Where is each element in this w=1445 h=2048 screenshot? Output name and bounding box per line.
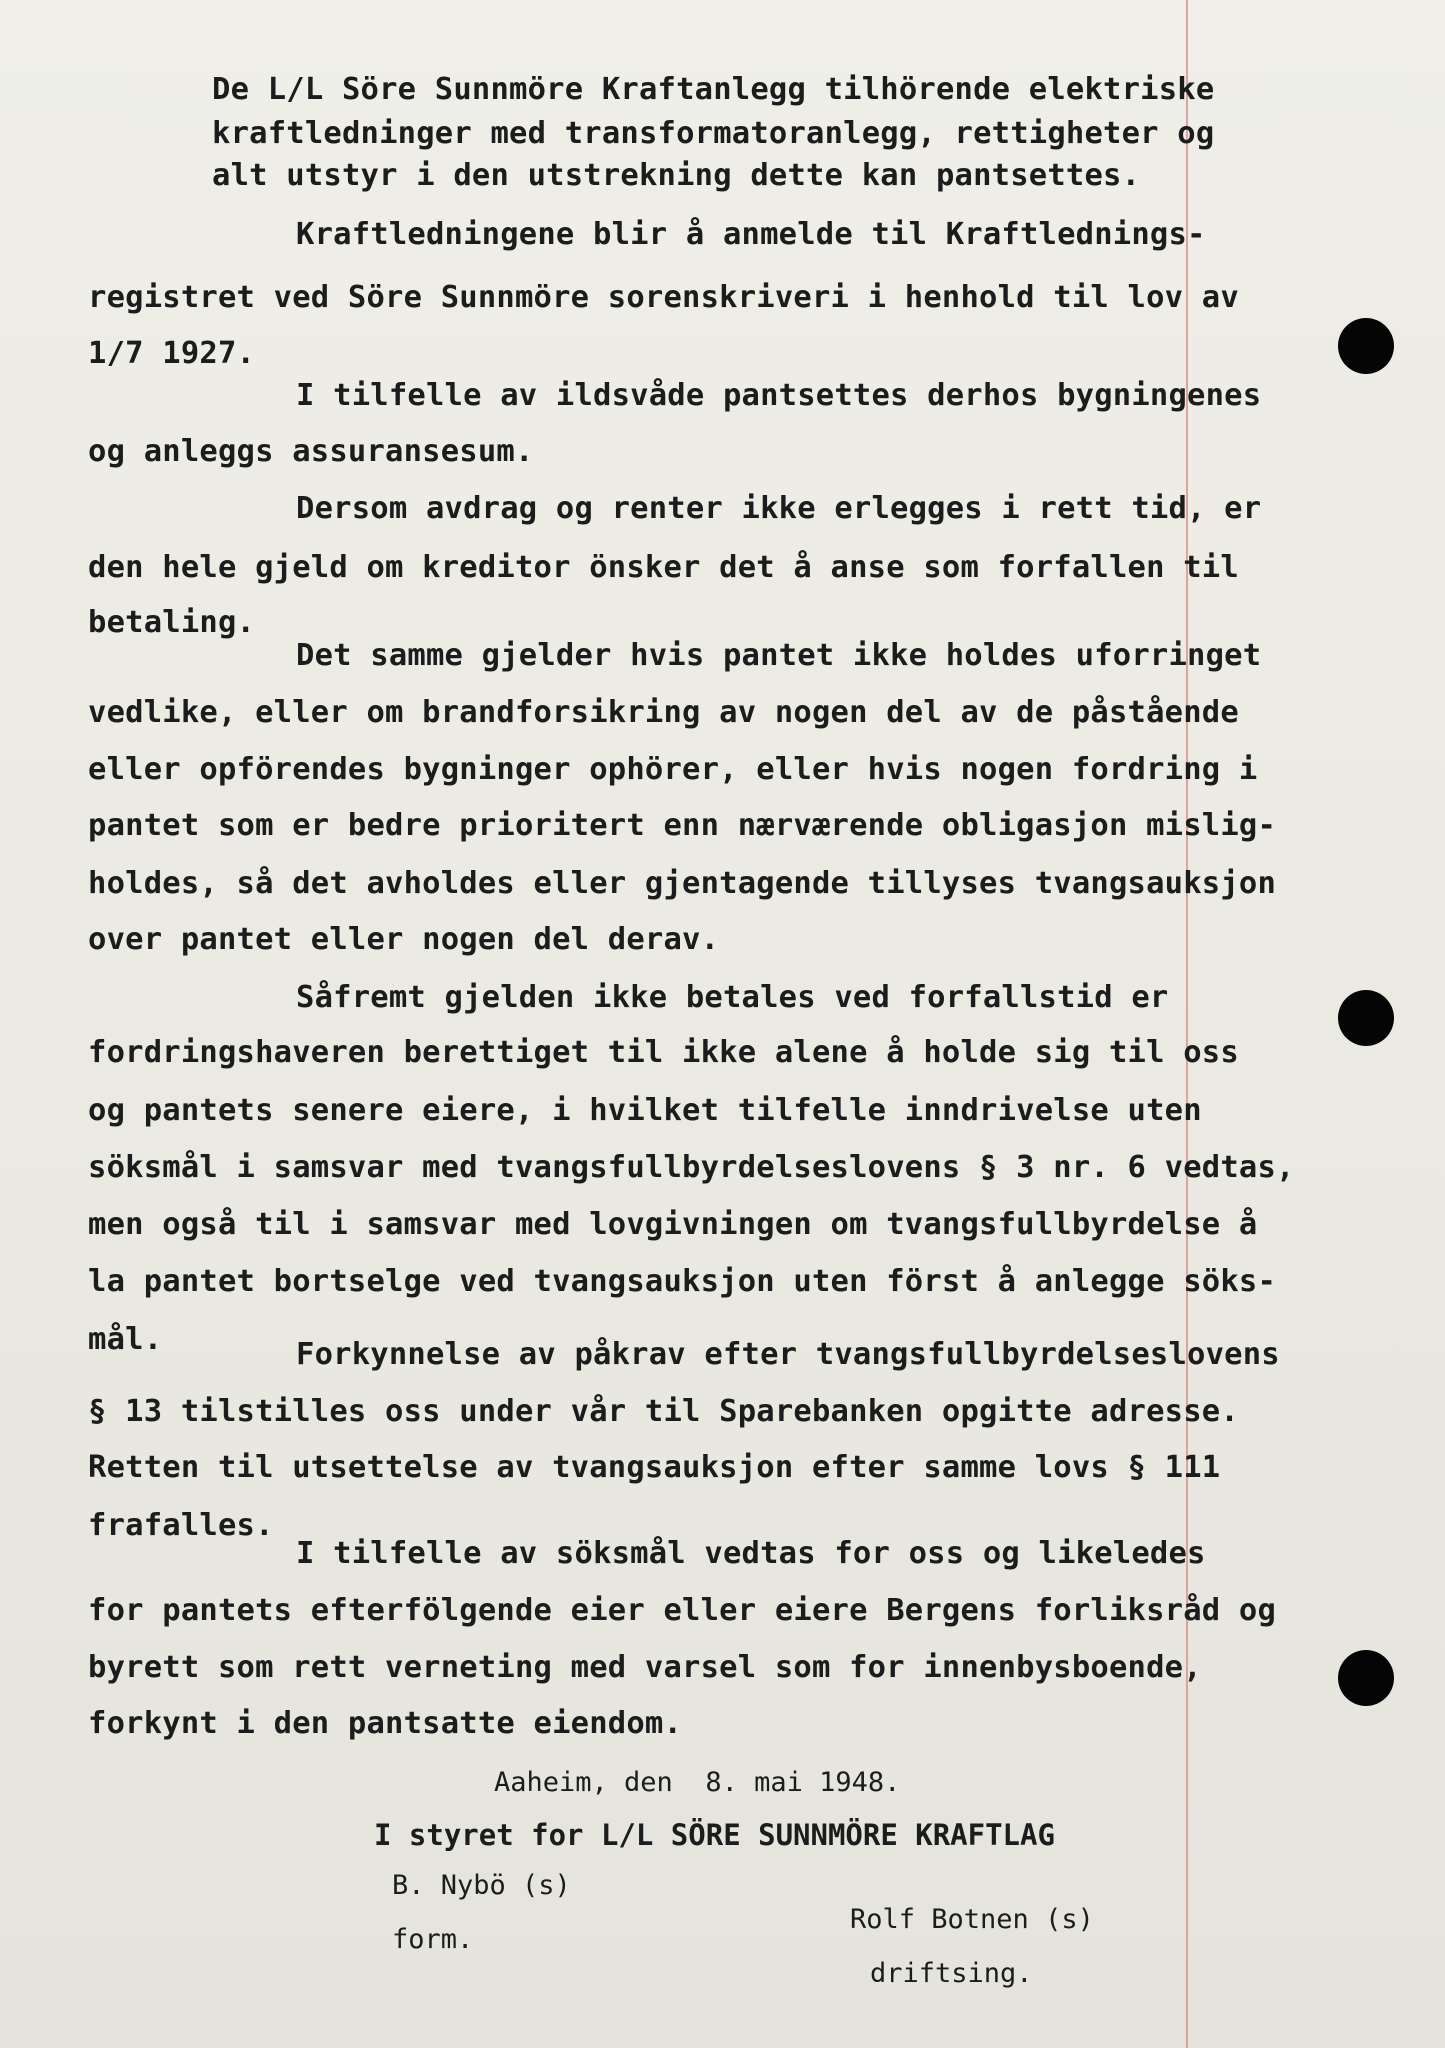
text-line: betaling. — [88, 605, 256, 640]
signer-name: Rolf Botnen (s) — [850, 1904, 1094, 1935]
text-line: 1/7 1927. — [88, 336, 256, 371]
text-line: forkynt i den pantsatte eiendom. — [88, 1706, 683, 1741]
text-line: for pantets efterfölgende eier eller eiere Bergens forliksråd og — [88, 1593, 1277, 1628]
text-line: kraftledninger med transformatoranlegg, rettigheter og — [212, 116, 1215, 151]
text-line: Dersom avdrag og renter ikke erlegges i rett tid, er — [296, 491, 1262, 526]
text-line: mål. — [88, 1322, 163, 1357]
text-line: Det samme gjelder hvis pantet ikke holdes uforringet — [296, 638, 1262, 673]
text-line: men også til i samsvar med lovgivningen om tvangsfullbyrdelse å — [88, 1207, 1258, 1242]
text-line: De L/L Söre Sunnmöre Kraftanlegg tilhörende elektriske — [212, 72, 1215, 107]
text-line: fordringshaveren berettiget til ikke alene å holde sig til oss — [88, 1035, 1239, 1070]
text-line: eller opförendes bygninger ophörer, eller hvis nogen fordring i — [88, 752, 1258, 787]
text-line: Retten til utsettelse av tvangsauksjon efter samme lovs § 111 — [88, 1450, 1221, 1485]
text-line: over pantet eller nogen del derav. — [88, 922, 720, 957]
board-line: I styret for L/L SÖRE SUNNMÖRE KRAFTLAG — [374, 1818, 1055, 1852]
signer-title: driftsing. — [870, 1958, 1033, 1989]
text-line: frafalles. — [88, 1508, 274, 1543]
text-line: Såfremt gjelden ikke betales ved forfallstid er — [296, 980, 1169, 1015]
text-line: den hele gjeld om kreditor önsker det å anse som forfallen til — [88, 550, 1239, 585]
text-line: § 13 tilstilles oss under vår til Sparebanken opgitte adresse. — [88, 1394, 1239, 1429]
text-line: holdes, så det avholdes eller gjentagende tillyses tvangsauksjon — [88, 866, 1277, 901]
text-line: I tilfelle av söksmål vedtas for oss og likeledes — [296, 1536, 1206, 1571]
punch-hole — [1338, 318, 1394, 374]
text-line: pantet som er bedre prioritert enn nærværende obligasjon mislig- — [88, 808, 1277, 843]
punch-hole — [1338, 990, 1394, 1046]
signer-name: B. Nybö (s) — [392, 1870, 571, 1901]
punch-hole — [1338, 1650, 1394, 1706]
text-line: alt utstyr i den utstrekning dette kan pantsettes. — [212, 158, 1141, 193]
text-line: og pantets senere eiere, i hvilket tilfelle inndrivelse uten — [88, 1093, 1202, 1128]
signer-title: form. — [392, 1924, 474, 1955]
text-line: söksmål i samsvar med tvangsfullbyrdelseslovens § 3 nr. 6 vedtas, — [88, 1150, 1295, 1185]
text-line: vedlike, eller om brandforsikring av nogen del av de påstående — [88, 695, 1239, 730]
text-line: registret ved Söre Sunnmöre sorenskriveri i henhold til lov av — [88, 280, 1239, 315]
place-date: Aaheim, den 8. mai 1948. — [494, 1767, 901, 1798]
text-line: Kraftledningene blir å anmelde til Kraftlednings- — [296, 217, 1206, 252]
text-line: la pantet bortselge ved tvangsauksjon uten först å anlegge söks- — [88, 1264, 1277, 1299]
text-line: byrett som rett verneting med varsel som for innenbysboende, — [88, 1650, 1202, 1685]
text-line: I tilfelle av ildsvåde pantsettes derhos bygningenes — [296, 378, 1262, 413]
text-line: Forkynnelse av påkrav efter tvangsfullbyrdelseslovens — [296, 1337, 1280, 1372]
text-line: og anleggs assuransesum. — [88, 434, 534, 469]
